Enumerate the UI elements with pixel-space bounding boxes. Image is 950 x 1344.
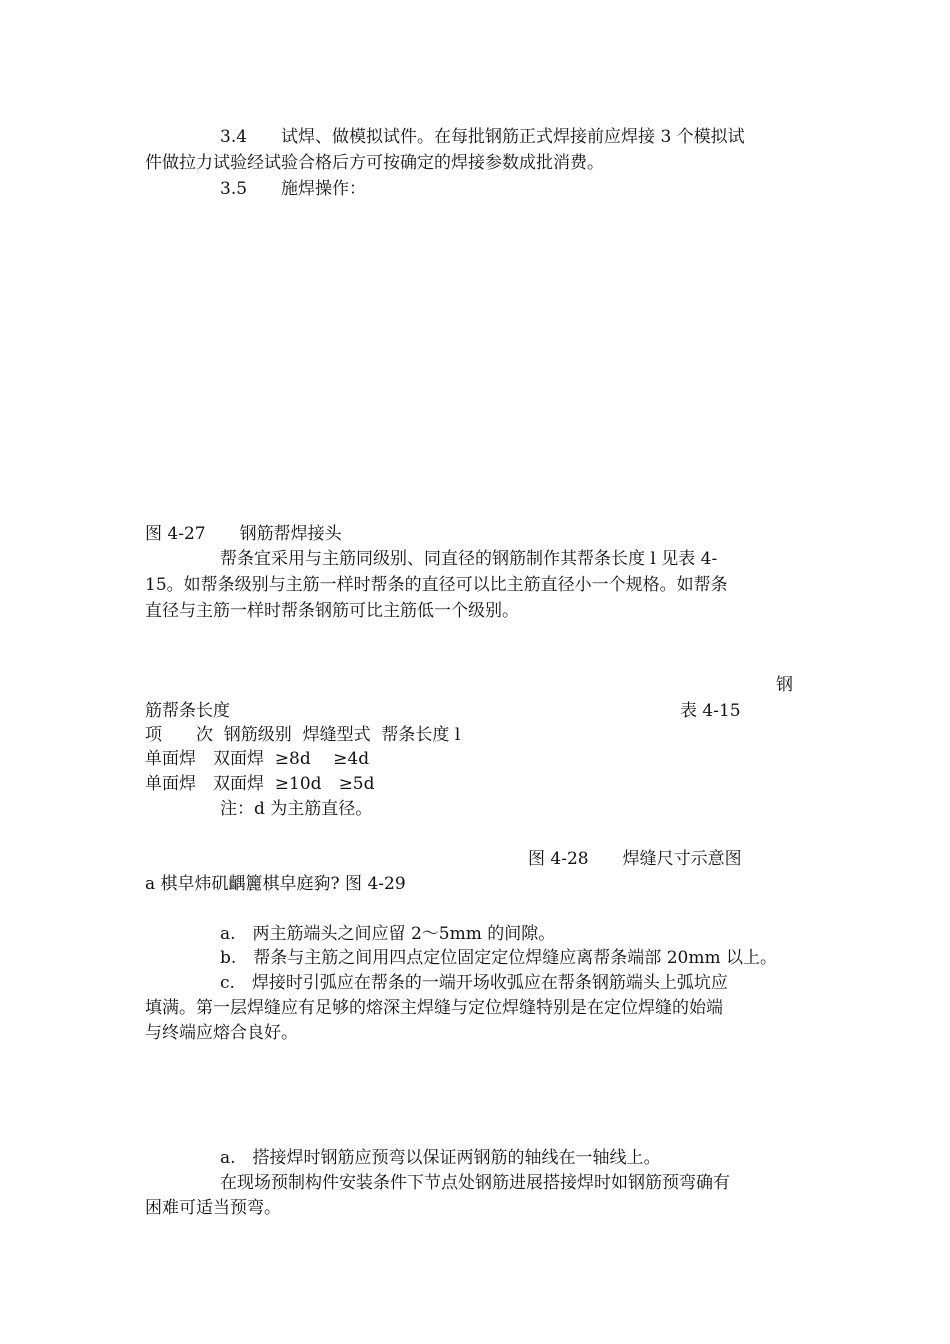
table-row: 单面焊 双面焊 ≥10d ≥5d xyxy=(145,774,375,794)
lap-paragraph-line2: 困难可适当预弯。 xyxy=(145,1198,281,1218)
figure-4-28-caption: 图 4-28 焊缝尺寸示意图 xyxy=(528,849,742,869)
lap-step-a: a. 搭接焊时钢筋应预弯以保证两钢筋的轴线在一轴线上。 xyxy=(220,1148,661,1168)
table-number: 表 4-15 xyxy=(680,701,741,721)
paragraph-line3: 直径与主筋一样时帮条钢筋可比主筋低一个级别。 xyxy=(145,601,519,621)
paragraph-line2: 15。如帮条级别与主筋一样时帮条的直径可以比主筋直径小一个规格。如帮条 xyxy=(145,575,728,595)
table-note: 注：d 为主筋直径。 xyxy=(220,799,373,819)
table-title: 筋帮条长度 xyxy=(145,701,230,721)
step-c-line2: 填满。第一层焊缝应有足够的熔深主焊缝与定位焊缝特别是在定位焊缝的始端 xyxy=(145,998,723,1018)
step-a: a. 两主筋端头之间应留 2～5mm 的间隙。 xyxy=(220,924,556,944)
step-c-line3: 与终端应熔合良好。 xyxy=(145,1023,298,1043)
lap-paragraph-line1: 在现场预制构件安装条件下节点处钢筋进展搭接焊时如钢筋预弯确有 xyxy=(220,1173,730,1193)
figure-4-29-caption: a 棋皁炜矶齵籭棋皁庭豞? 图 4-29 xyxy=(145,874,406,894)
section-3-5: 3.5 施焊操作： xyxy=(220,179,367,199)
section-3-4-line1: 3.4 试焊、做模拟试件。在每批钢筋正式焊接前应焊接 3 个模拟试 xyxy=(220,127,745,147)
table-title-tail: 钢 xyxy=(776,675,793,695)
paragraph-line1: 帮条宜采用与主筋同级别、同直径的钢筋制作其帮条长度 l 见表 4- xyxy=(220,549,718,569)
section-3-4-line2: 件做拉力试验经试验合格后方可按确定的焊接参数成批消费。 xyxy=(145,153,604,173)
figure-4-27-caption: 图 4-27 钢筋帮焊接头 xyxy=(145,524,342,544)
step-b: b. 帮条与主筋之间用四点定位固定定位焊缝应离帮条端部 20mm 以上。 xyxy=(220,948,777,968)
step-c-line1: c. 焊接时引弧应在帮条的一端开场收弧应在帮条钢筋端头上弧坑应 xyxy=(220,973,728,993)
table-row: 单面焊 双面焊 ≥8d ≥4d xyxy=(145,749,370,769)
table-header: 项 次 钢筋级别 焊缝型式 帮条长度 l xyxy=(145,725,461,745)
